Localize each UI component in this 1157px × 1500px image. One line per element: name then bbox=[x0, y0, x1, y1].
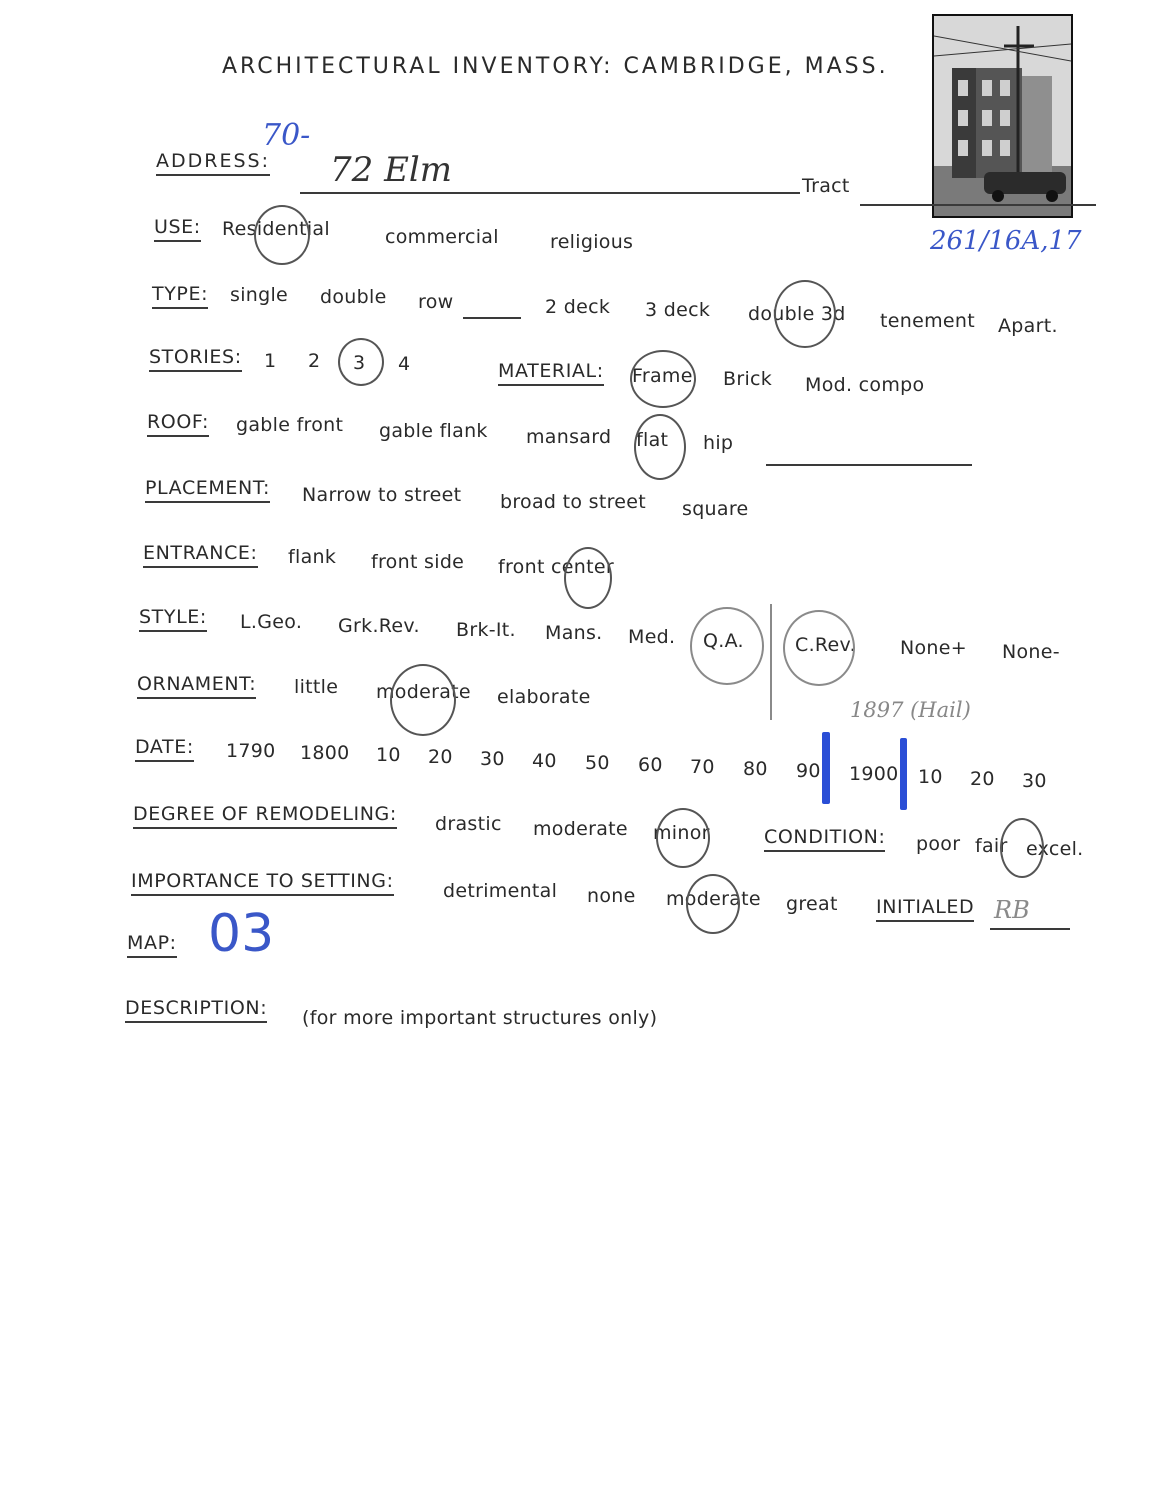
roof-option-hip: hip bbox=[703, 432, 734, 454]
ornament-option-little: little bbox=[294, 676, 339, 698]
entrance-option-front-side: front side bbox=[371, 551, 465, 573]
material-option-brick: Brick bbox=[723, 368, 773, 390]
importance-selection-circle bbox=[686, 874, 740, 934]
placement-option-broad: broad to street bbox=[500, 491, 647, 513]
date-option-50: 50 bbox=[585, 752, 610, 774]
type-option-apart: Apart. bbox=[998, 315, 1058, 337]
style-selection-circle-crev bbox=[783, 610, 855, 686]
roof-option-flat: flat bbox=[636, 429, 669, 451]
material-option-frame: Frame bbox=[632, 365, 693, 387]
style-option-none-minus: None- bbox=[1002, 641, 1060, 663]
ornament-label: ORNAMENT: bbox=[137, 673, 256, 699]
type-option-double: double bbox=[320, 286, 387, 308]
remodeling-option-moderate: moderate bbox=[533, 818, 628, 840]
type-option-3deck: 3 deck bbox=[645, 299, 711, 321]
address-prefix: 70- bbox=[262, 118, 311, 153]
ornament-selection-circle bbox=[390, 664, 456, 736]
address-line bbox=[300, 192, 800, 194]
date-annotation: 1897 (Hail) bbox=[850, 698, 971, 722]
initialed-value: RB bbox=[994, 896, 1030, 924]
stories-option-3: 3 bbox=[353, 352, 366, 374]
date-option-20b: 20 bbox=[970, 768, 995, 790]
style-option-brkit: Brk-It. bbox=[456, 619, 516, 641]
style-selection-circle-qa bbox=[690, 607, 764, 685]
use-option-commercial: commercial bbox=[385, 226, 499, 248]
type-option-tenement: tenement bbox=[880, 310, 975, 332]
style-option-mans: Mans. bbox=[545, 622, 603, 644]
use-option-religious: religious bbox=[550, 231, 634, 253]
style-option-crev: C.Rev. bbox=[795, 634, 856, 656]
use-label: USE: bbox=[154, 216, 201, 242]
condition-option-fair: fair bbox=[975, 835, 1008, 857]
stories-option-4: 4 bbox=[398, 353, 411, 375]
entrance-label: ENTRANCE: bbox=[143, 542, 258, 568]
condition-option-poor: poor bbox=[916, 833, 961, 855]
ornament-option-moderate: moderate bbox=[376, 681, 471, 703]
stories-option-1: 1 bbox=[264, 350, 277, 372]
date-option-10: 10 bbox=[376, 744, 401, 766]
type-selection-circle bbox=[774, 280, 836, 348]
date-option-80: 80 bbox=[743, 758, 768, 780]
date-option-40: 40 bbox=[532, 750, 557, 772]
importance-option-great: great bbox=[786, 893, 838, 915]
remodeling-option-drastic: drastic bbox=[435, 813, 502, 835]
type-blank-line bbox=[463, 317, 521, 319]
form-title: ARCHITECTURAL INVENTORY: CAMBRIDGE, MASS. bbox=[222, 54, 889, 79]
date-option-20: 20 bbox=[428, 746, 453, 768]
importance-option-none: none bbox=[587, 885, 636, 907]
address-value: 72 Elm bbox=[330, 150, 453, 190]
date-option-70: 70 bbox=[690, 756, 715, 778]
stories-option-2: 2 bbox=[308, 350, 321, 372]
date-option-30: 30 bbox=[480, 748, 505, 770]
remodeling-option-minor: minor bbox=[653, 822, 710, 844]
date-range-marker-start bbox=[822, 732, 830, 804]
building-photo bbox=[932, 14, 1073, 218]
map-value: 03 bbox=[208, 904, 275, 964]
tract-ref: 261/16A,17 bbox=[930, 226, 1082, 256]
date-option-1790: 1790 bbox=[226, 740, 276, 762]
placement-option-square: square bbox=[682, 498, 749, 520]
entrance-selection-circle bbox=[564, 547, 612, 609]
stories-selection-circle bbox=[338, 338, 384, 386]
roof-label: ROOF: bbox=[147, 411, 209, 437]
stories-label: STORIES: bbox=[149, 346, 242, 372]
address-label: ADDRESS: bbox=[156, 150, 270, 176]
date-option-30b: 30 bbox=[1022, 770, 1047, 792]
material-option-mod-compo: Mod. compo bbox=[805, 374, 925, 396]
date-option-90: 90 bbox=[796, 760, 821, 782]
remodeling-label: DEGREE OF REMODELING: bbox=[133, 803, 397, 829]
date-option-10b: 10 bbox=[918, 766, 943, 788]
roof-selection-circle bbox=[634, 414, 686, 480]
description-note: (for more important structures only) bbox=[302, 1007, 658, 1029]
tract-label: Tract bbox=[802, 175, 850, 197]
entrance-option-front-center: front center bbox=[498, 556, 614, 578]
condition-label: CONDITION: bbox=[764, 826, 885, 852]
date-option-1800: 1800 bbox=[300, 742, 350, 764]
type-option-row: row bbox=[418, 291, 454, 313]
roof-option-gable-flank: gable flank bbox=[379, 420, 488, 442]
initialed-line bbox=[990, 928, 1070, 930]
description-label: DESCRIPTION: bbox=[125, 997, 267, 1023]
style-option-qa: Q.A. bbox=[703, 630, 744, 652]
initialed-label: INITIALED bbox=[876, 896, 974, 922]
importance-option-detrimental: detrimental bbox=[443, 880, 558, 902]
tract-line bbox=[860, 204, 1096, 206]
placement-option-narrow: Narrow to street bbox=[302, 484, 462, 506]
roof-blank-line bbox=[766, 464, 972, 466]
date-label: DATE: bbox=[135, 736, 194, 762]
use-option-residential: Residential bbox=[222, 218, 330, 240]
type-option-single: single bbox=[230, 284, 289, 306]
use-selection-circle bbox=[254, 205, 310, 265]
date-option-60: 60 bbox=[638, 754, 663, 776]
style-option-lgeo: L.Geo. bbox=[240, 611, 303, 633]
material-label: MATERIAL: bbox=[498, 360, 604, 386]
importance-label: IMPORTANCE TO SETTING: bbox=[131, 870, 394, 896]
condition-option-excel: excel. bbox=[1026, 838, 1084, 860]
map-label: MAP: bbox=[127, 932, 177, 958]
material-selection-circle bbox=[630, 350, 696, 408]
type-option-2deck: 2 deck bbox=[545, 296, 611, 318]
roof-option-mansard: mansard bbox=[526, 426, 612, 448]
style-option-grkrev: Grk.Rev. bbox=[338, 615, 420, 637]
remodeling-selection-circle bbox=[656, 808, 710, 868]
type-option-double3d: double 3d bbox=[748, 303, 846, 325]
style-option-none-plus: None+ bbox=[900, 637, 967, 659]
entrance-option-flank: flank bbox=[288, 546, 337, 568]
style-pencil-divider bbox=[770, 604, 772, 720]
condition-selection-circle bbox=[1000, 818, 1044, 878]
roof-option-gable-front: gable front bbox=[236, 414, 344, 436]
date-option-1900: 1900 bbox=[849, 763, 899, 785]
date-range-marker-end bbox=[900, 738, 907, 810]
ornament-option-elaborate: elaborate bbox=[497, 686, 591, 708]
importance-option-moderate: moderate bbox=[666, 888, 761, 910]
style-option-med: Med. bbox=[628, 626, 676, 648]
placement-label: PLACEMENT: bbox=[145, 477, 270, 503]
style-label: STYLE: bbox=[139, 606, 207, 632]
type-label: TYPE: bbox=[152, 283, 208, 309]
